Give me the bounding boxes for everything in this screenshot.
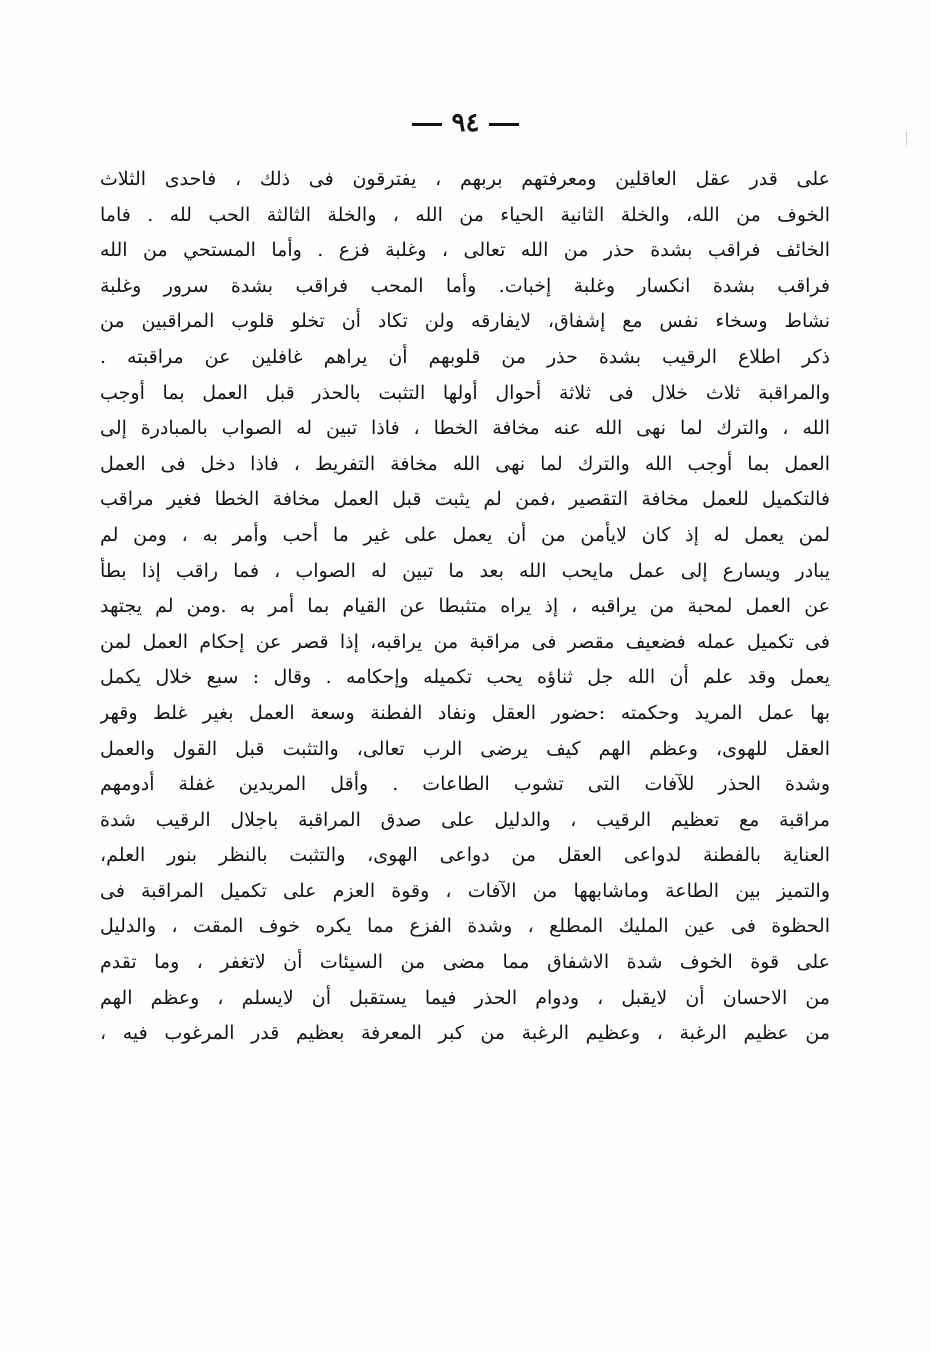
text-line: فراقب بشدة انكسار وغلبة إخبات. وأما المحب فراقب بشدة سرور وغلبة bbox=[100, 274, 830, 297]
text-line: على قدر عقل العاقلين ومعرفتهم بربهم ، يفترقون فى ذلك ، فاحدى الثلاث bbox=[100, 168, 830, 190]
text-line: ذكر اطلاع الرقيب بشدة حذر من قلوبهم أن يراهم غافلين عن مراقبته . bbox=[100, 345, 830, 368]
text-line: يبادر ويسارع إلى عمل مايحب الله بعد ما تبين له الصواب ، فما راقب إذا بطأ bbox=[100, 559, 830, 582]
text-line: العناية بالفطنة لدواعى العقل من دواعى الهوى، والتثبت بالنظر بنور العلم، bbox=[100, 844, 830, 867]
text-line: نشاط وسخاء نفس مع إشفاق، لايفارقه ولن تكاد أن تخلو قلوب المراقبين من bbox=[100, 310, 830, 333]
text-line: فالتكميل للعمل مخافة التقصير ،فمن لم يثبت قبل العمل مخافة الخطا فغير مراقب bbox=[100, 488, 830, 511]
body-text bbox=[100, 162, 830, 1052]
text-line: وشدة الحذر للآفات التى تشوب الطاعات . وأقل المريدين غفلة أدومهم bbox=[100, 773, 830, 796]
text-line: الخوف من الله، والخلة الثانية الحياء من الله ، والخلة الثالثة الحب لله . فاما bbox=[100, 203, 830, 226]
text-line: العقل للهوى، وعظم الهم كيف يرضى الرب تعالى، والتثبت قبل القول والعمل bbox=[100, 737, 830, 760]
text-line: فى تكميل عمله فضعيف مقصر فى مراقبة من يراقبه، إذا قصر عن إحكام العمل لمن bbox=[100, 630, 830, 653]
text-line: والتميز بين الطاعة وماشابهها من الآفات ، وقوة العزم على تكميل المراقبة فى bbox=[100, 879, 830, 902]
text-line: الحظوة فى عين المليك المطلع ، وشدة الفزع مما يكره خوف المقت ، والدليل bbox=[100, 915, 830, 938]
text-line: الله ، والترك لما نهى الله عنه مخافة الخطا ، فاذا تبين له الصواب بالمبادرة إلى bbox=[100, 417, 830, 440]
page-number bbox=[0, 108, 931, 138]
text-line: عن العمل لمحبة من يراقبه ، إذ يراه متثبطا عن القيام بما أمر به .ومن لم يجتهد bbox=[100, 595, 830, 618]
text-line: على قوة الخوف شدة الاشفاق مما مضى من السيئات أن لاتغفر ، وما تقدم bbox=[100, 951, 830, 974]
text-line: من الاحسان أن لايقبل ، ودوام الحذر فيما يستقبل أن لايسلم ، وعظم الهم bbox=[100, 986, 830, 1009]
text-line: والمراقبة ثلاث خلال فى ثلاثة أحوال أولها التثبت بالحذر قبل العمل بما أوجب bbox=[100, 381, 830, 404]
text-line: بها عمل المريد وحكمته :حضور العقل ونفاد الفطنة وسعة العمل بغير غلط وقهر bbox=[100, 701, 830, 724]
page-number-value: ٩٤ bbox=[451, 108, 480, 138]
page-number-dash-right bbox=[489, 123, 519, 126]
text-line: لمن يعمل له إذ كان لايأمن من أن يعمل على غير ما أحب وأمر به ، ومن لم bbox=[100, 523, 830, 546]
text-line: العمل بما أوجب الله والترك لما نهى الله مخافة التفريط ، فاذا دخل فى العمل bbox=[100, 452, 830, 475]
text-line: يعمل وقد علم أن الله جل ثناؤه يحب تكميله وإحكامه . وقال : سبع خلال يكمل bbox=[100, 666, 830, 689]
text-line: مراقبة مع تعظيم الرقيب ، والدليل على صدق المراقبة باجلال الرقيب شدة bbox=[100, 808, 830, 831]
page-number-dash-left bbox=[412, 123, 442, 126]
text-line: من عظيم الرغبة ، وعظيم الرغبة من كبر المعرفة بعظيم قدر المرغوب فيه ، bbox=[100, 1022, 830, 1045]
text-line: الخائف فراقب بشدة حذر من الله تعالى ، وغلبة فزع . وأما المستحي من الله bbox=[100, 239, 830, 262]
